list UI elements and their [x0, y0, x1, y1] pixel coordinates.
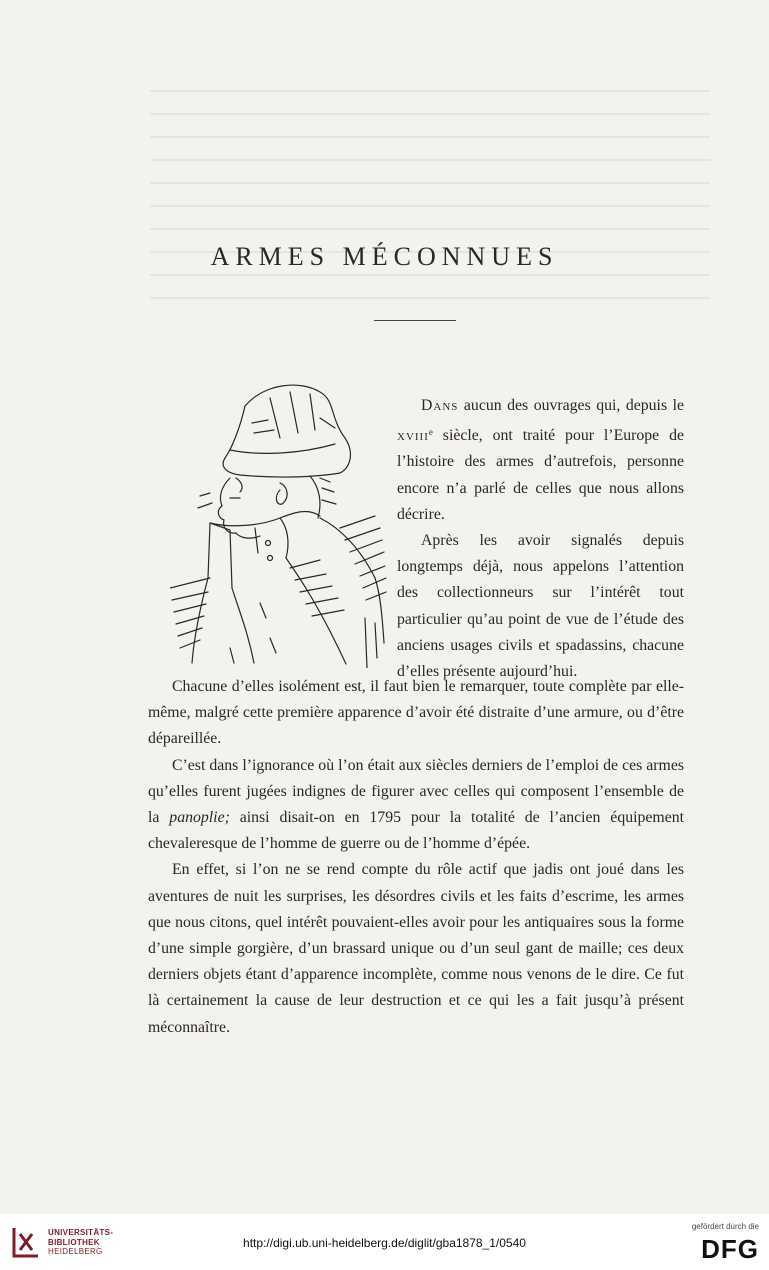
intro-lead-rest: aucun des ouvrages qui, depuis le [458, 397, 684, 414]
para-2-start: C’est dans l’ignorance où l’on était aux siècles derniers de l’emploi de ces armes qu’elles furent jugées indignes de figurer avec celles qui composent l’ensemble de la [148, 756, 684, 827]
dfg-logo: DFG [701, 1234, 759, 1264]
funded-by-text: gefördert durch die [691, 1222, 759, 1231]
library-name-line-2: BIBLIOTHEK [48, 1237, 100, 1247]
library-name-line-1: UNIVERSITÄTS- [48, 1228, 114, 1237]
body-paragraph-2 [148, 753, 684, 858]
permalink-url[interactable]: http://digi.ub.uni-heidelberg.de/diglit/gba1878_1/0540 [243, 1236, 526, 1250]
title-rule [374, 320, 456, 321]
century-numeral: xviii [397, 427, 429, 445]
library-name-line-3: HEIDELBERG [48, 1247, 103, 1256]
body-paragraph-1: Chacune d’elles isolément est, il faut bien le remarquer, toute complète par elle-même, malgré cette première apparence d’avoir été distraite d’une armure, ou d’être dépareillée. [148, 678, 684, 748]
intro-text-block [397, 393, 684, 685]
para-2-end: ainsi disait-on en 1795 pour la totalité de l’ancien équipement chevaleresque de l’homme de guerre ou de l’homme d’épée. [148, 809, 684, 853]
body-paragraph-3: En effet, si l’on ne se rend compte du rôle actif que jadis ont joué dans les aventures de nuit les surprises, les désordres civils et les faits d’escrime, les armes que nous citons, quel intérêt pouvaient-elles avoir pour les antiquaires sous la forme d’une simple gorgière, d’un brassard unique ou d’un seul gant de maille; ces deux derniers objets étant d’apparence incomplète, comme nous venons de le dire. Ce fut là certainement la cause de leur destruction et ce qui les a fait jusqu’à présent méconnaître. [148, 861, 684, 1036]
portrait-illustration [170, 378, 388, 668]
viewer-footer [0, 1214, 769, 1270]
intro-paragraph-2: Après les avoir signalés depuis longtemps déjà, nous appelons l’attention des collectionneurs sur l’intérêt tout particulier qu’au point de vue de l’étude des anciens usages civils et spadassins, chacune d’elles présente aujourd’hui. [397, 532, 684, 681]
body-text-block [148, 674, 684, 1041]
show-through-text [150, 90, 710, 350]
intro-after-century: siècle, ont traité pour l’Europe de l’histoire des armes d’autrefois, personne encore n’a parlé de celles que nous allons décrire. [397, 427, 684, 523]
panoplie-italic: panoplie; [169, 809, 230, 827]
lead-word: Dans [421, 397, 459, 414]
page-title: ARMES MÉCONNUES [210, 242, 559, 271]
intro-paragraph-1 [397, 393, 684, 528]
century-superscript: e [428, 427, 433, 438]
